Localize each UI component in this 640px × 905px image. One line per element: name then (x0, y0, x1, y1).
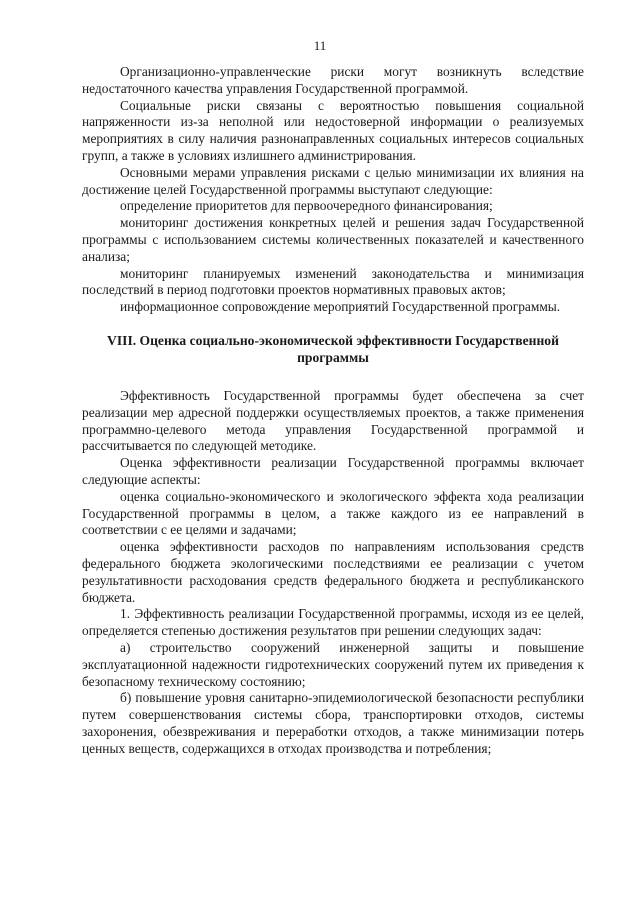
paragraph: Организационно-управленческие риски могут возникнуть вследствие недостаточного качества управления Государственной программой. (82, 64, 584, 96)
paragraph: б) повышение уровня санитарно-эпидемиологической безопасности республики путем совершенствования системы сбора, транспортировки отходов, системы захоронения, обезвреживания и переработки отходов, а также минимизации потерь ценных веществ, содержащихся в отходах производства и потребления; (82, 690, 584, 756)
paragraph: оценка эффективности расходов по направлениям использования средств федерального бюджета экологическими последствиями ее реализации с учетом результативности расходования средств федерального бюджета и республиканского бюджета. (82, 539, 584, 605)
paragraph: а) строительство сооружений инженерной защиты и повышение эксплуатационной надежности гидротехнических сооружений путем их приведения к безопасному техническому состоянию; (82, 639, 584, 689)
paragraph: Основными мерами управления рисками с целью минимизации их влияния на достижение целей Государственной программы выступают следующие: (82, 164, 584, 197)
paragraph: информационное сопровождение мероприятий Государственной программы. (120, 299, 561, 315)
paragraph: 1. Эффективность реализации Государственной программы, исходя из ее целей, определяется степенью достижения результатов при решении следующих задач: (82, 606, 584, 639)
paragraph: мониторинг достижения конкретных целей и решения задач Государственной программы с использованием системы количественных показателей и качественного анализа; (82, 215, 584, 264)
paragraph: Оценка эффективности реализации Государственной программы включает следующие аспекты: (82, 455, 584, 487)
paragraph: оценка социально-экономического и экологического эффекта хода реализации Государственной программы в целом, а также каждого из ее направлений в соответствии с ее целями и задачами; (82, 488, 584, 538)
paragraph: Эффективность Государственной программы будет обеспечена за счет реализации мер адресной поддержки осуществляемых проектов, а также применения программно-целевого метода управления Государственной программой и рассчитывается по следующей методике. (82, 387, 584, 454)
document-body (82, 64, 584, 757)
paragraph: Социальные риски связаны с вероятностью повышения социальной напряженности из-за неполной или недостоверной информации о реализуемых мероприятиях в силу наличия разнонаправленных социальных интересов социальных групп, а также в условиях излишнего администрирования. (82, 97, 584, 163)
section-heading: VIII. Оценка социально-экономической эффективности Государственной программы (107, 332, 559, 365)
paragraph: определение приоритетов для первоочередного финансирования; (120, 198, 493, 214)
paragraph: мониторинг планируемых изменений законодательства и минимизация последствий в период подготовки проектов нормативных правовых актов; (82, 265, 584, 298)
page-number: 11 (313, 38, 327, 53)
